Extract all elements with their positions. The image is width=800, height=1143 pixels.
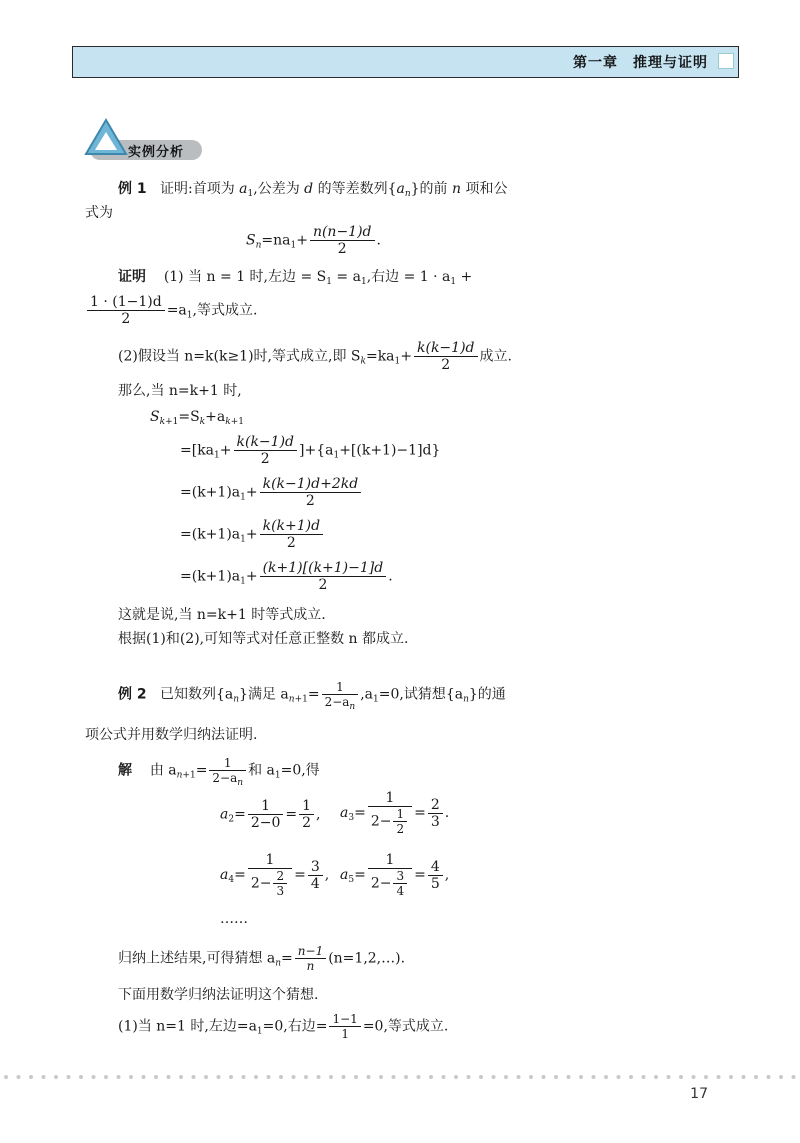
- ex1-line2: $=[ka_1+$ $\frac{k(k-1)d}{2}$ ]$+\{a_1+[(k+1)-1]d\}$: [180, 434, 441, 467]
- divider-dot: [754, 1075, 758, 1079]
- triangle-logo-icon: [84, 118, 128, 158]
- ex1-line3: $=(k+1)a_1+$ $\frac{k(k-1)d+2kd}{2}$: [180, 476, 363, 509]
- divider-dot: [229, 1075, 233, 1079]
- divider-dot: [279, 1075, 283, 1079]
- ex2-a5: $a_5=$ 1 2− $\frac{3}{4}$ = $\frac{4}{5}$ ,: [340, 852, 450, 898]
- divider-dot: [667, 1075, 671, 1079]
- divider-dot: [404, 1075, 408, 1079]
- ex2-a2: $a_2=$ $\frac{1}{2-0}$ = $\frac{1}{2}$ ,: [220, 798, 321, 831]
- ex2-a3: $a_3=$ 1 2− $\frac{1}{2}$ = $\frac{2}{3}$ .: [340, 790, 450, 836]
- divider-dot: [654, 1075, 658, 1079]
- ex2-step1: (1)当 n=1 时,左边$=a_1=0$,右边= $\frac{1-1}{1}$ =0,等式成立.: [118, 1012, 449, 1041]
- divider-dot: [604, 1075, 608, 1079]
- ex1-then: 那么,当 n=k+1 时,: [118, 383, 242, 399]
- divider-dot: [242, 1075, 246, 1079]
- divider-dot: [767, 1075, 771, 1079]
- divider-dot: [554, 1075, 558, 1079]
- divider-dot: [642, 1075, 646, 1079]
- divider-dot: [467, 1075, 471, 1079]
- divider-dot: [479, 1075, 483, 1079]
- divider-dot: [167, 1075, 171, 1079]
- divider-dot: [129, 1075, 133, 1079]
- ex1-formula: $S_n=na_1+$ $\frac{n(n-1)d}{2}$ .: [246, 224, 381, 257]
- divider-dot: [29, 1075, 33, 1079]
- ex1-statement-line2: 式为: [85, 205, 113, 221]
- divider-dot: [417, 1075, 421, 1079]
- dotted-divider: [0, 1074, 800, 1080]
- divider-dot: [429, 1075, 433, 1079]
- chapter-title: 第一章 推理与证明: [573, 55, 708, 71]
- divider-dot: [42, 1075, 46, 1079]
- divider-dot: [104, 1075, 108, 1079]
- header-square-icon: [718, 53, 734, 69]
- divider-dot: [367, 1075, 371, 1079]
- divider-dot: [267, 1075, 271, 1079]
- divider-dot: [154, 1075, 158, 1079]
- ex1-line4: $=(k+1)a_1+$ $\frac{k(k+1)d}{2}$: [180, 518, 325, 551]
- divider-dot: [392, 1075, 396, 1079]
- chapter-header: [72, 46, 739, 78]
- divider-dot: [492, 1075, 496, 1079]
- divider-dot: [792, 1075, 796, 1079]
- divider-dot: [504, 1075, 508, 1079]
- divider-dot: [304, 1075, 308, 1079]
- divider-dot: [692, 1075, 696, 1079]
- divider-dot: [704, 1075, 708, 1079]
- divider-dot: [4, 1075, 8, 1079]
- divider-dot: [592, 1075, 596, 1079]
- divider-dot: [679, 1075, 683, 1079]
- divider-dot: [742, 1075, 746, 1079]
- divider-dot: [454, 1075, 458, 1079]
- divider-dot: [92, 1075, 96, 1079]
- divider-dot: [617, 1075, 621, 1079]
- divider-dot: [517, 1075, 521, 1079]
- ex2-a4: $a_4=$ 1 2− $\frac{2}{3}$ = $\frac{3}{4}$ ,: [220, 852, 330, 898]
- divider-dot: [179, 1075, 183, 1079]
- divider-dot: [579, 1075, 583, 1079]
- divider-dot: [342, 1075, 346, 1079]
- ex1-line5: $=(k+1)a_1+$ $\frac{(k+1)[(k+1)-1]d}{2}$ .: [180, 560, 393, 593]
- divider-dot: [142, 1075, 146, 1079]
- ex2-statement: 例 2 已知数列$\{a_n\}$满足 $a_{n+1}=$ $\frac{1}{2-a_n}$ $,a_1=0$,试猜想$\{a_n\}$的通: [118, 680, 506, 712]
- divider-dot: [629, 1075, 633, 1079]
- divider-dot: [54, 1075, 58, 1079]
- badge-label: 实例分析: [128, 145, 185, 160]
- ex1-statement: 例 1 证明:首项为 $a_1$,公差为 d 的等差数列$\{a_n\}$的前 n 项和公: [118, 181, 508, 199]
- divider-dot: [217, 1075, 221, 1079]
- divider-dot: [354, 1075, 358, 1079]
- divider-dot: [67, 1075, 71, 1079]
- ex2-ellipsis: ……: [220, 911, 248, 927]
- ex1-conclusion1: 这就是说,当 n=k+1 时等式成立.: [118, 607, 326, 623]
- divider-dot: [254, 1075, 258, 1079]
- divider-dot: [292, 1075, 296, 1079]
- divider-dot: [317, 1075, 321, 1079]
- divider-dot: [17, 1075, 21, 1079]
- divider-dot: [192, 1075, 196, 1079]
- divider-dot: [567, 1075, 571, 1079]
- divider-dot: [779, 1075, 783, 1079]
- ex2-solution: 解 由 $a_{n+1}=$ $\frac{1}{2-a_n}$ 和 $a_1=0$,得: [118, 756, 320, 788]
- ex1-proof-line2: $\frac{1 \cdot (1-1)d}{2}$ $=a_1$,等式成立.: [85, 294, 257, 327]
- ex2-guess: 归纳上述结果,可得猜想 $a_n=$ $\frac{n-1}{n}$ (n=1,2,…).: [118, 944, 406, 973]
- divider-dot: [542, 1075, 546, 1079]
- ex1-line1: $S_{k+1}=S_k+a_{k+1}$: [150, 409, 244, 427]
- divider-dot: [204, 1075, 208, 1079]
- ex2-next: 下面用数学归纳法证明这个猜想.: [118, 987, 319, 1003]
- ex2-statement-line2: 项公式并用数学归纳法证明.: [85, 727, 258, 743]
- divider-dot: [442, 1075, 446, 1079]
- divider-dot: [529, 1075, 533, 1079]
- page-number: 17: [690, 1086, 708, 1102]
- divider-dot: [729, 1075, 733, 1079]
- section-badge: [84, 118, 204, 162]
- divider-dot: [379, 1075, 383, 1079]
- divider-dot: [717, 1075, 721, 1079]
- divider-dot: [79, 1075, 83, 1079]
- ex1-step2: (2)假设当 n=k(k≥1)时,等式成立,即 $S_k=ka_1+$ $\frac{k(k-1)d}{2}$ 成立.: [118, 340, 512, 373]
- divider-dot: [117, 1075, 121, 1079]
- ex1-proof-line1: 证明 (1) 当 n = 1 时,左边 = $S_1 = a_1$,右边 = $1 \cdot a_1$ +: [118, 269, 473, 287]
- divider-dot: [329, 1075, 333, 1079]
- ex1-conclusion2: 根据(1)和(2),可知等式对任意正整数 n 都成立.: [118, 631, 409, 647]
